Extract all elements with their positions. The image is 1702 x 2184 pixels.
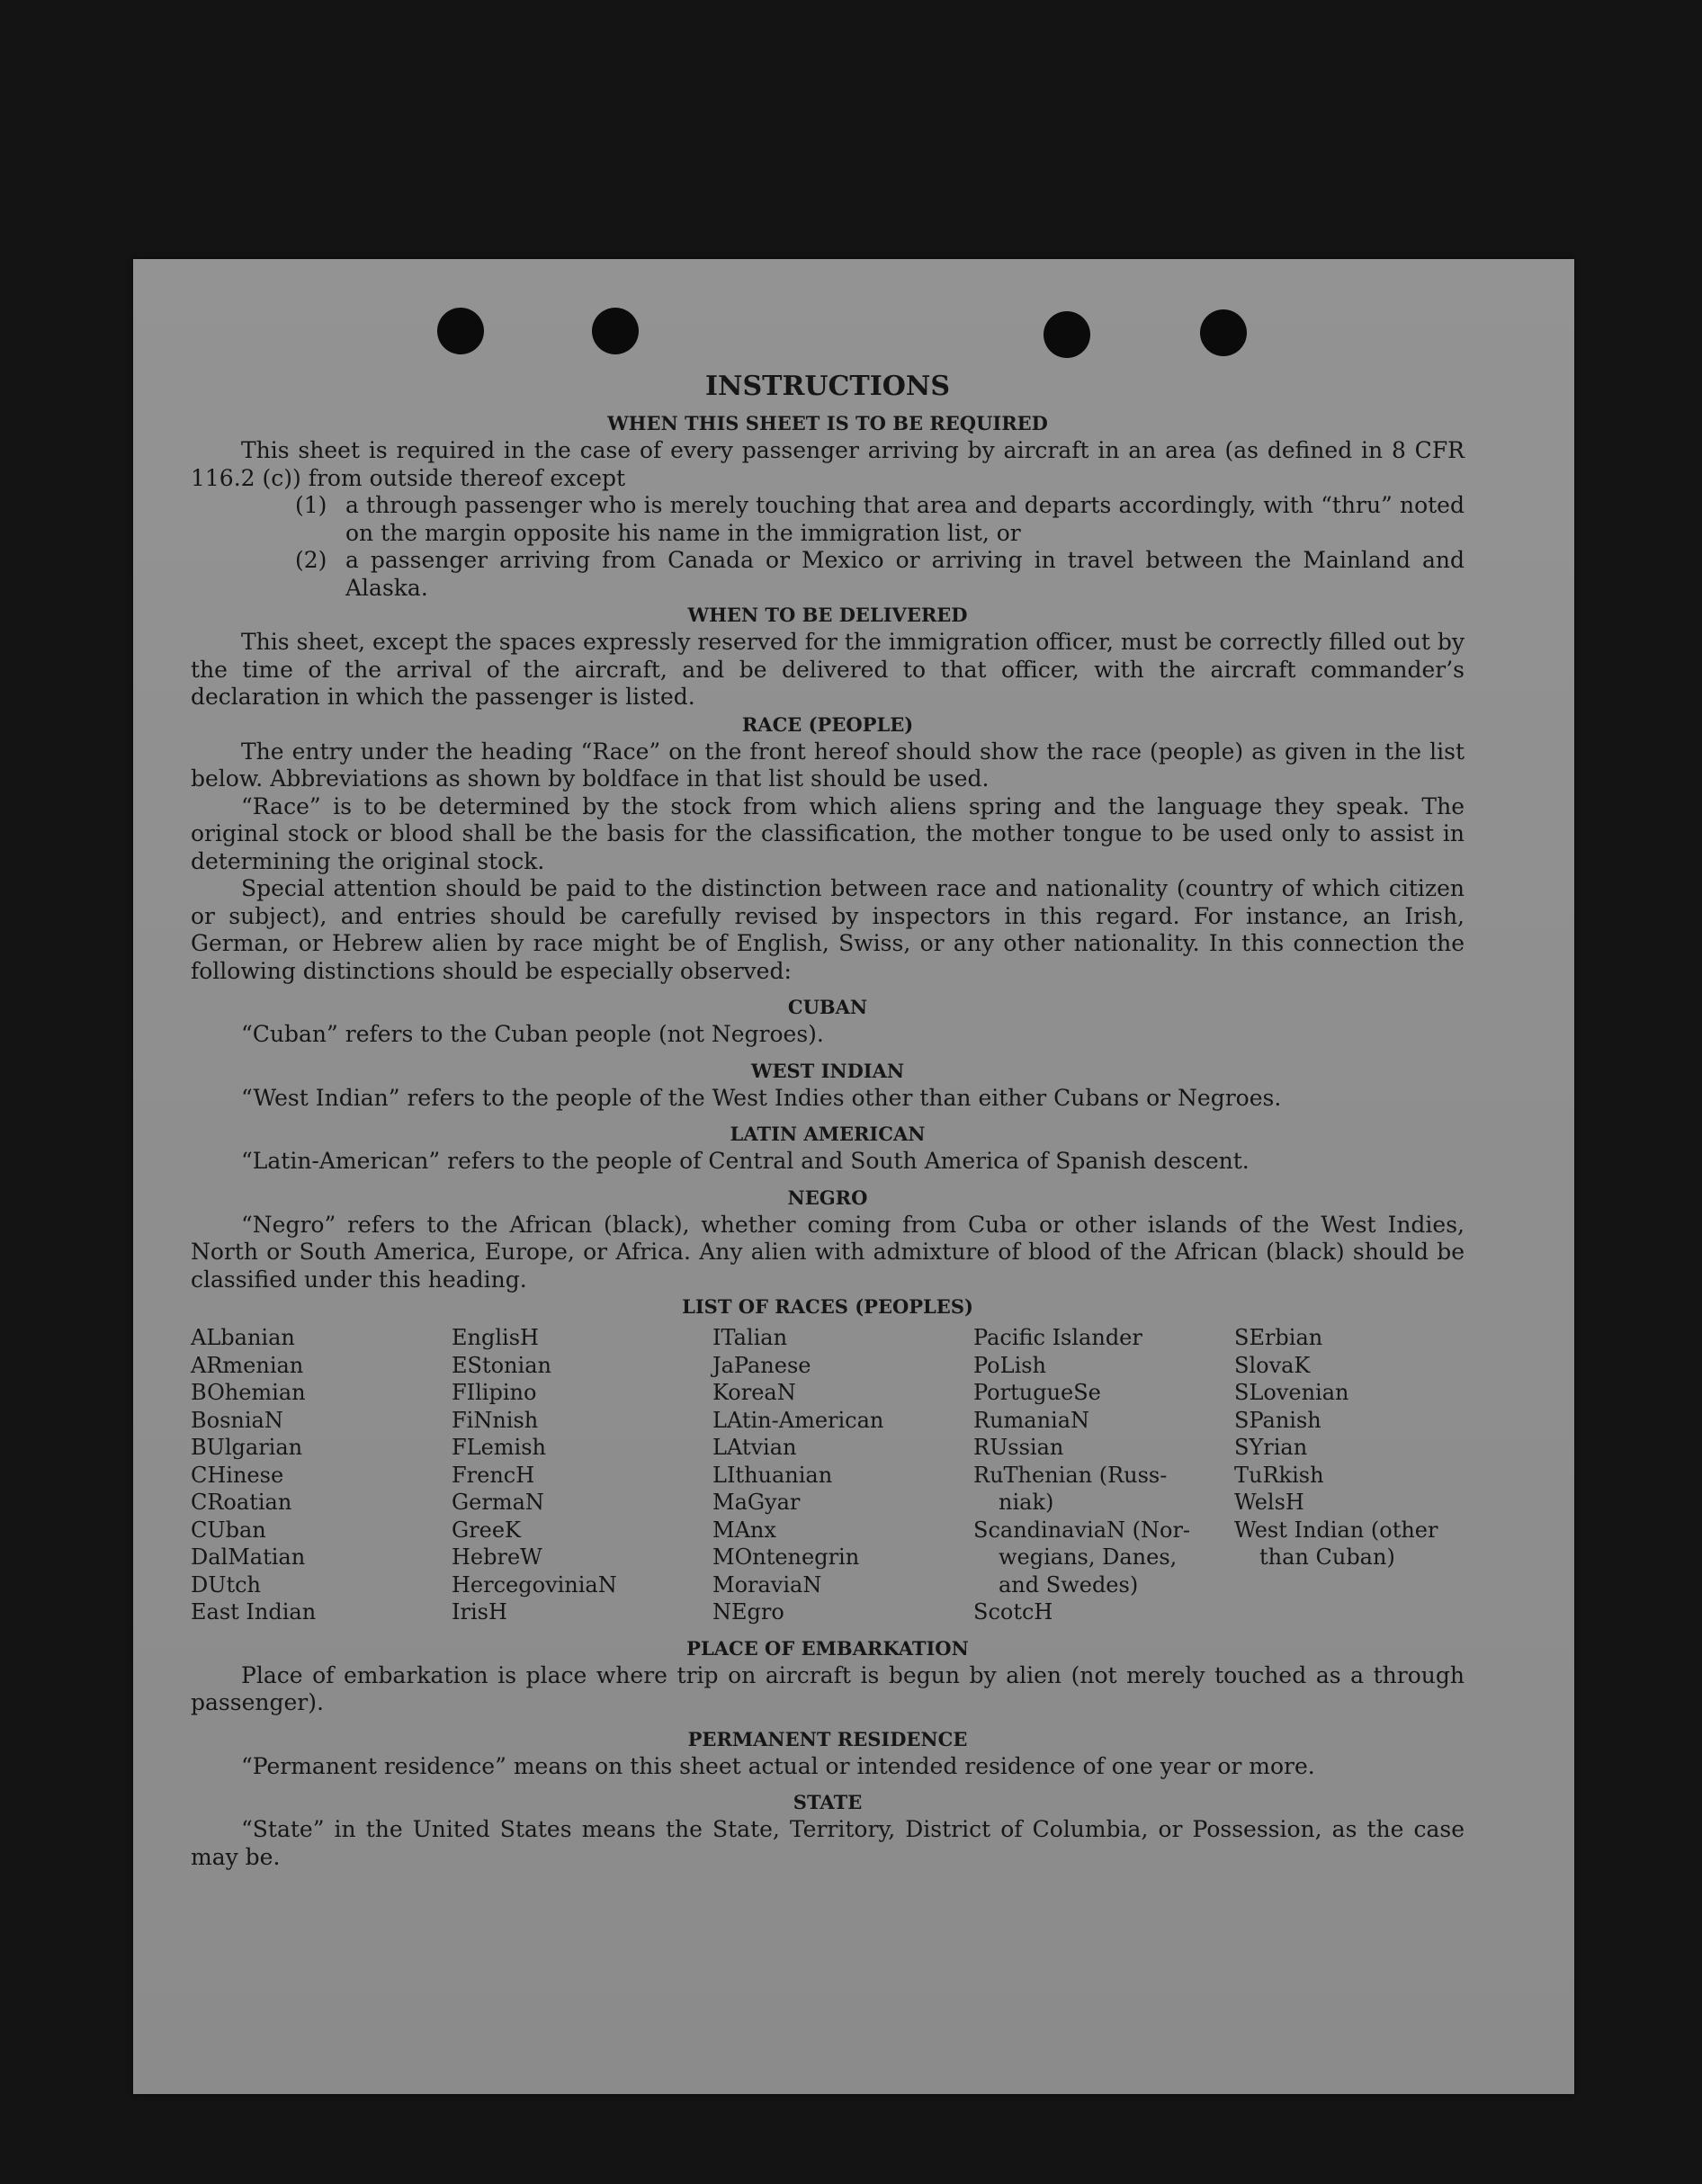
race-paragraph-3: Special attention should be paid to the distinction between race and nationality (country of which citizen or subject), and entries should be carefully revised by inspectors in this regard. For instance, an Irish, German, or Hebrew alien by race might be of English, Swiss, or any other nationality. In this connection the following distinctions should be especially observed:: [191, 875, 1465, 984]
latin-american-text: “Latin-American” refers to the people of Central and South America of Spanish descent.: [241, 1148, 1250, 1174]
punch-hole: [1200, 309, 1247, 356]
race-entry: BOhemian: [191, 1380, 306, 1405]
race-entry: MOntenegrin: [712, 1544, 860, 1570]
race-entry: ScotcH: [973, 1599, 1053, 1625]
section-heading-races-list: LIST OF RACES (PEOPLES): [682, 1295, 973, 1318]
race-entry: BosniaN: [191, 1407, 283, 1433]
list-item: [295, 547, 1465, 602]
race-entry: RuThenian (Russ-: [973, 1462, 1168, 1488]
race-entry: FrencH: [452, 1462, 535, 1488]
list-item: [295, 492, 1465, 547]
race-entry: CUban: [191, 1517, 266, 1543]
item-number: (2): [295, 547, 327, 573]
race-entry: HebreW: [452, 1544, 542, 1570]
section-heading-cuban: CUBAN: [787, 996, 868, 1018]
races-column-1: [191, 1324, 452, 1626]
race-entry: ALbanian: [191, 1325, 295, 1350]
race-entry-continued: and Swedes): [999, 1571, 1139, 1598]
page-title: INSTRUCTIONS: [705, 371, 950, 402]
instructions-content: [191, 369, 1465, 1871]
delivered-text: This sheet, except the spaces expressly reserved for the immigration officer, must be correctly filled out by the time of the arrival of the aircraft, and be delivered to that officer, with the aircraft commander’s declaration in which the passenger is listed.: [191, 629, 1465, 710]
cuban-text: “Cuban” refers to the Cuban people (not Negroes).: [241, 1021, 824, 1047]
race-entry: RumaniaN: [973, 1407, 1090, 1433]
section-heading-state: STATE: [793, 1791, 863, 1813]
race-entry: PortugueSe: [973, 1380, 1101, 1405]
race-entry: LAtin-American: [712, 1407, 884, 1433]
race-entry: CRoatian: [191, 1490, 292, 1515]
race-entry-continued: than Cuban): [1259, 1544, 1395, 1570]
race-entry: FLemish: [452, 1435, 546, 1460]
race-entry: CHinese: [191, 1462, 284, 1488]
embarkation-text: Place of embarkation is place where trip on aircraft is begun by alien (not merely touched as a through passenger).: [191, 1661, 1465, 1715]
race-entry: FiNnish: [452, 1407, 539, 1433]
race-entry: DalMatian: [191, 1544, 306, 1570]
race-entry: GreeK: [452, 1517, 521, 1543]
race-entry: KoreaN: [712, 1380, 796, 1405]
section-heading-required: WHEN THIS SHEET IS TO BE REQUIRED: [607, 412, 1048, 434]
section-heading-negro: NEGRO: [787, 1186, 868, 1209]
races-column-2: [452, 1324, 712, 1626]
negro-text: “Negro” refers to the African (black), whether coming from Cuba or other islands of the West Indies, North or South America, Europe, or Africa. Any alien with admixture of blood of the African (black) should be classified under this heading.: [191, 1211, 1465, 1293]
race-entry: SErbian: [1234, 1325, 1323, 1350]
item-text: a passenger arriving from Canada or Mexico or arriving in travel between the Mainland and Alaska.: [345, 547, 1465, 601]
races-column-4: [973, 1324, 1234, 1626]
races-column-3: [712, 1324, 973, 1626]
race-entry: LAtvian: [712, 1435, 797, 1460]
race-paragraph-1: The entry under the heading “Race” on the front hereof should show the race (people) as given in the list below. Abbreviations as shown by boldface in that list should be used.: [191, 738, 1465, 792]
item-text: a through passenger who is merely touching that area and departs accordingly, with “thru” noted on the margin opposite his name in the immigration list, or: [345, 492, 1465, 546]
race-entry: SPanish: [1234, 1407, 1321, 1433]
race-entry: SlovaK: [1234, 1352, 1311, 1378]
punch-hole: [437, 308, 484, 354]
race-entry: IrisH: [452, 1599, 507, 1625]
race-entry: HercegoviniaN: [452, 1571, 617, 1598]
punch-hole: [1044, 311, 1090, 358]
state-text: “State” in the United States means the State, Territory, District of Columbia, or Possession, as the case may be.: [191, 1816, 1465, 1870]
section-heading-delivered: WHEN TO BE DELIVERED: [687, 604, 968, 626]
race-entry: SLovenian: [1234, 1380, 1349, 1405]
races-list: [191, 1324, 1465, 1626]
race-entry-continued: niak): [999, 1490, 1054, 1515]
race-entry: JaPanese: [712, 1352, 811, 1378]
residence-text: “Permanent residence” means on this sheet actual or intended residence of one year or more.: [241, 1752, 1315, 1779]
race-entry: RUssian: [973, 1435, 1064, 1460]
section-heading-west-indian: WEST INDIAN: [750, 1059, 905, 1082]
race-entry: ITalian: [712, 1325, 788, 1350]
race-entry: FIlipino: [452, 1380, 537, 1405]
race-entry: East Indian: [191, 1599, 317, 1625]
race-entry: Pacific Islander: [973, 1325, 1142, 1350]
section-heading-race: RACE (PEOPLE): [741, 712, 914, 736]
race-entry-continued: wegians, Danes,: [999, 1544, 1178, 1570]
race-entry: NEgro: [712, 1599, 784, 1625]
race-entry: BUlgarian: [191, 1435, 303, 1460]
race-entry: DUtch: [191, 1571, 262, 1598]
west-indian-text: “West Indian” refers to the people of the West Indies other than either Cubans or Negroes.: [241, 1084, 1282, 1111]
race-entry: EnglisH: [452, 1325, 539, 1350]
item-number: (1): [295, 492, 327, 518]
race-entry: ScandinaviaN (Nor-: [973, 1517, 1191, 1543]
race-entry: ARmenian: [191, 1352, 304, 1378]
race-entry: West Indian (other: [1234, 1517, 1438, 1543]
race-entry: TuRkish: [1234, 1462, 1324, 1488]
section-heading-residence: PERMANENT RESIDENCE: [687, 1727, 968, 1750]
section-heading-embarkation: PLACE OF EMBARKATION: [686, 1636, 969, 1660]
race-entry: LIthuanian: [712, 1462, 833, 1488]
races-column-5: [1234, 1324, 1465, 1626]
required-intro: This sheet is required in the case of every passenger arriving by aircraft in an area (as defined in 8 CFR 116.2 (c)) from outside thereof except: [191, 437, 1465, 491]
race-paragraph-2: “Race” is to be determined by the stock from which aliens spring and the language they speak. The original stock or blood shall be the basis for the classification, the mother tongue to be used only to assist in determining the original stock.: [191, 792, 1465, 874]
section-heading-latin-american: LATIN AMERICAN: [730, 1123, 926, 1145]
race-entry: MaGyar: [712, 1490, 801, 1515]
race-entry: SYrian: [1234, 1435, 1308, 1460]
race-entry: EStonian: [452, 1352, 551, 1378]
race-entry: MoraviaN: [712, 1571, 822, 1598]
race-entry: PoLish: [973, 1352, 1047, 1378]
punch-hole: [592, 308, 639, 354]
race-entry: WelsH: [1234, 1490, 1304, 1515]
race-entry: MAnx: [712, 1517, 776, 1543]
race-entry: GermaN: [452, 1490, 544, 1515]
